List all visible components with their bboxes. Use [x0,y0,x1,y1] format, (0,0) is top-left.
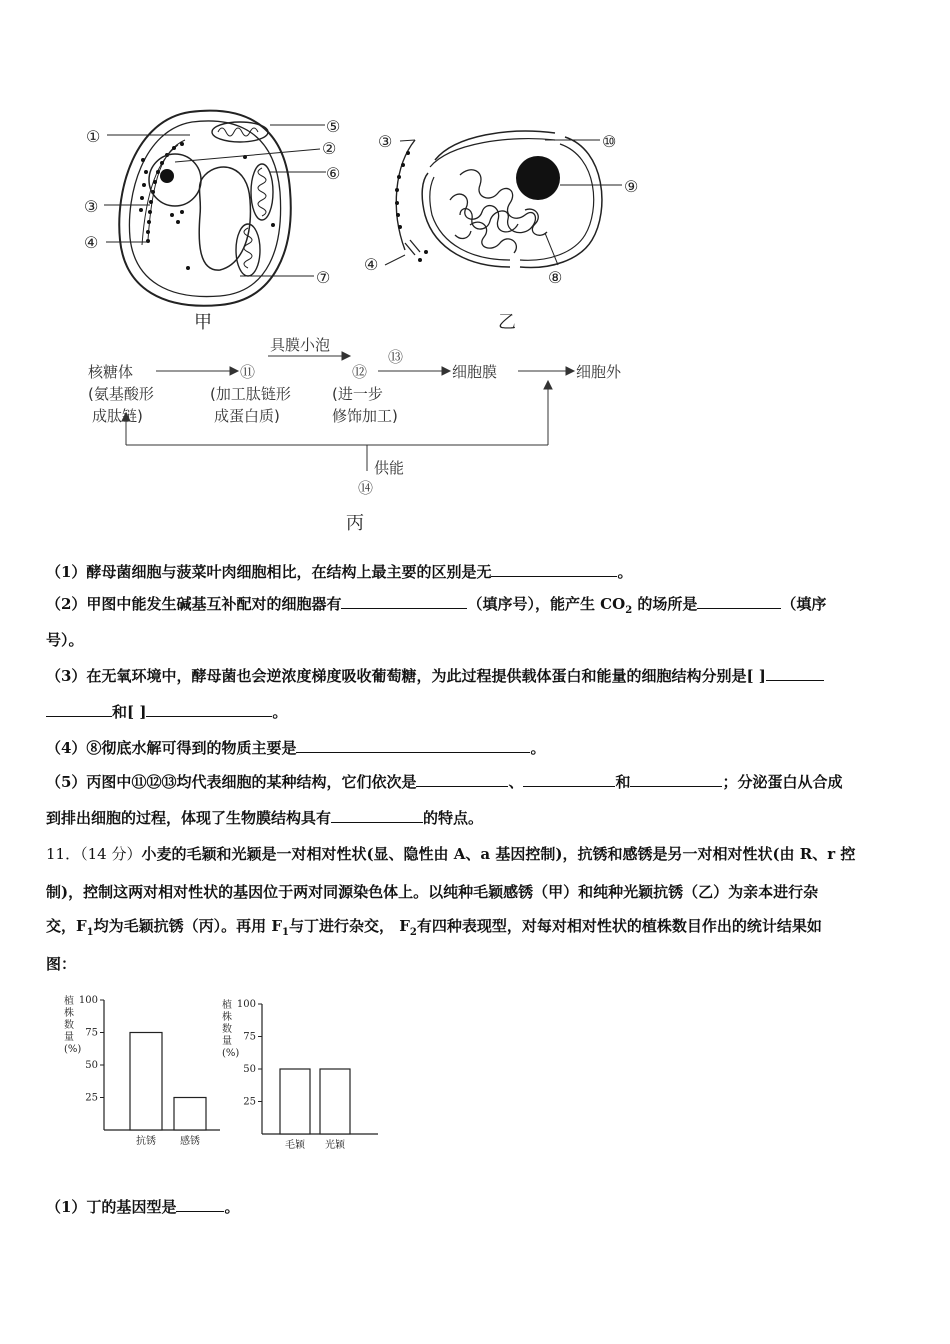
answer-blank[interactable] [146,700,272,717]
label-2: ② [322,139,337,158]
caption-jia: 甲 [194,312,212,333]
chart-1-tick-label-50: 50 [243,1064,256,1075]
answer-blank[interactable] [523,770,615,787]
node-11: ⑪ [240,363,256,381]
chart-0-bar-1 [174,1098,206,1131]
label-5: ⑤ [326,117,341,136]
node-12-note-2: 修饰加工) [332,407,398,425]
label-4-yi: ④ [364,255,379,274]
answer-blank[interactable] [46,700,112,717]
chart-0-bar-0 [130,1033,162,1131]
problem-11-sub-1: （1）丁的基因型是 。 [46,1195,906,1219]
chart-1-ylabel-part: 数 [222,1024,232,1035]
node-12: ⑫ [352,363,368,381]
chart-1-ylabel-part: (%) [222,1048,240,1059]
chart-1-ylabel-part: 量 [222,1036,232,1047]
chart-1-tick-label-75: 75 [243,1031,256,1043]
chart-0-ylabel-part: 数 [64,1020,74,1031]
ribosome-note-1: (氨基酸形 [88,385,154,403]
problem-11-line-4: 图： [46,955,77,973]
chart-0-category-0: 抗锈 [136,1136,156,1147]
problem-11-line-1: 11．（14 分）小麦的毛颖和光颖是一对相对性状(显、隐性由 A、a 基因控制)，抗锈和感锈是另一对相对性状(由 R、r 控 [46,845,856,863]
chart-1-tick-label-25: 25 [243,1096,256,1108]
answer-blank[interactable] [697,592,781,609]
label-7: ⑦ [316,268,331,287]
answer-blank[interactable] [331,806,423,823]
problem-11-line-2: 制)，控制这两对相对性状的基因位于两对同源染色体上。以纯种毛颖感锈（甲）和纯种光颖抗锈（乙）为亲本进行杂 [46,883,819,901]
question-2: （2）甲图中能发生碱基互补配对的细胞器有 （填序号），能产生 $CO_2$ 的场所是 （填序 [46,592,906,623]
bar-chart-rust-resistance [60,990,230,1160]
chart-0-tick-label-100: 100 [78,995,98,1006]
label-1: ① [86,127,101,146]
node-13: ⑬ [388,348,404,366]
vesicle-text: 具膜小泡 [270,336,331,354]
answer-blank[interactable] [416,770,508,787]
bar-chart-glume-hair [218,994,388,1164]
flow-diagram-bing [80,335,680,535]
chart-1-tick-label-100: 100 [236,999,256,1010]
question-3-cont: 和[ ] 。 [46,700,906,724]
chart-0-ylabel-part: (%) [64,1044,82,1055]
cell-diagram-jia [70,100,370,335]
chart-0-ylabel-part: 植 [64,996,74,1007]
membrane-text: 细胞膜 [452,363,498,381]
answer-blank[interactable] [296,736,530,753]
label-6: ⑥ [326,164,341,183]
label-3: ③ [84,197,99,216]
label-9: ⑨ [624,177,639,196]
chart-0-tick-label-50: 50 [85,1060,98,1071]
caption-yi: 乙 [498,312,516,333]
chart-0-ylabel-part: 株 [64,1008,74,1019]
label-3-yi: ③ [378,132,393,151]
answer-blank[interactable] [630,770,722,787]
cell-diagram-yi [360,115,670,335]
question-4: （4）⑧彻底水解可得到的物质主要是 。 [46,736,906,760]
chart-0-tick-label-75: 75 [85,1027,98,1039]
chart-0-category-1: 感锈 [180,1136,200,1147]
label-8: ⑧ [548,268,563,287]
answer-blank[interactable] [341,592,467,609]
answer-blank[interactable] [766,664,824,681]
question-3: （3）在无氧环境中，酵母菌也会逆浓度梯度吸收葡萄糖，为此过程提供载体蛋白和能量的细胞结构分别是[ ] [46,664,906,688]
label-4: ④ [84,233,99,252]
node-14: ⑭ [358,479,374,497]
chart-1-ylabel-part: 株 [222,1012,232,1023]
question-2-cont: 号）。 [46,631,84,649]
node-12-note-1: (进一步 [332,385,383,403]
chart-1-ylabel-part: 植 [222,1000,232,1011]
caption-bing: 丙 [346,513,364,534]
question-5-cont: 到排出细胞的过程，体现了生物膜结构具有 的特点。 [46,806,906,830]
answer-blank[interactable] [176,1195,224,1212]
ribosome-text: 核糖体 [88,363,134,381]
chart-0-tick-label-25: 25 [85,1092,98,1104]
ribosome-note-2: 成肽链) [92,407,143,425]
chart-0-ylabel-part: 量 [64,1032,74,1043]
chart-1-bar-0 [280,1069,310,1134]
question-1: （1）酵母菌细胞与菠菜叶肉细胞相比，在结构上最主要的区别是无 。 [46,560,906,584]
chart-1-category-1: 光颖 [325,1140,345,1151]
energy-text: 供能 [374,459,405,477]
label-10: ⑩ [602,132,617,151]
chart-1-bar-1 [320,1069,350,1134]
problem-11-line-3: 交，$F_1$均为毛颖抗锈（丙）。再用 $F_1$与丁进行杂交， $F_2$有四种表现型，对每对相对性状的植株数目作出的统计结果如 [46,917,822,938]
answer-blank[interactable] [491,560,617,577]
outside-text: 细胞外 [576,363,622,381]
node-11-note-1: (加工肽链形 [210,385,291,403]
chart-1-category-0: 毛颖 [285,1140,305,1151]
question-5: （5）丙图中⑪⑫⑬均代表细胞的某种结构，它们依次是 、 和 ；分泌蛋白从合成 [46,770,906,794]
node-11-note-2: 成蛋白质) [214,407,280,425]
